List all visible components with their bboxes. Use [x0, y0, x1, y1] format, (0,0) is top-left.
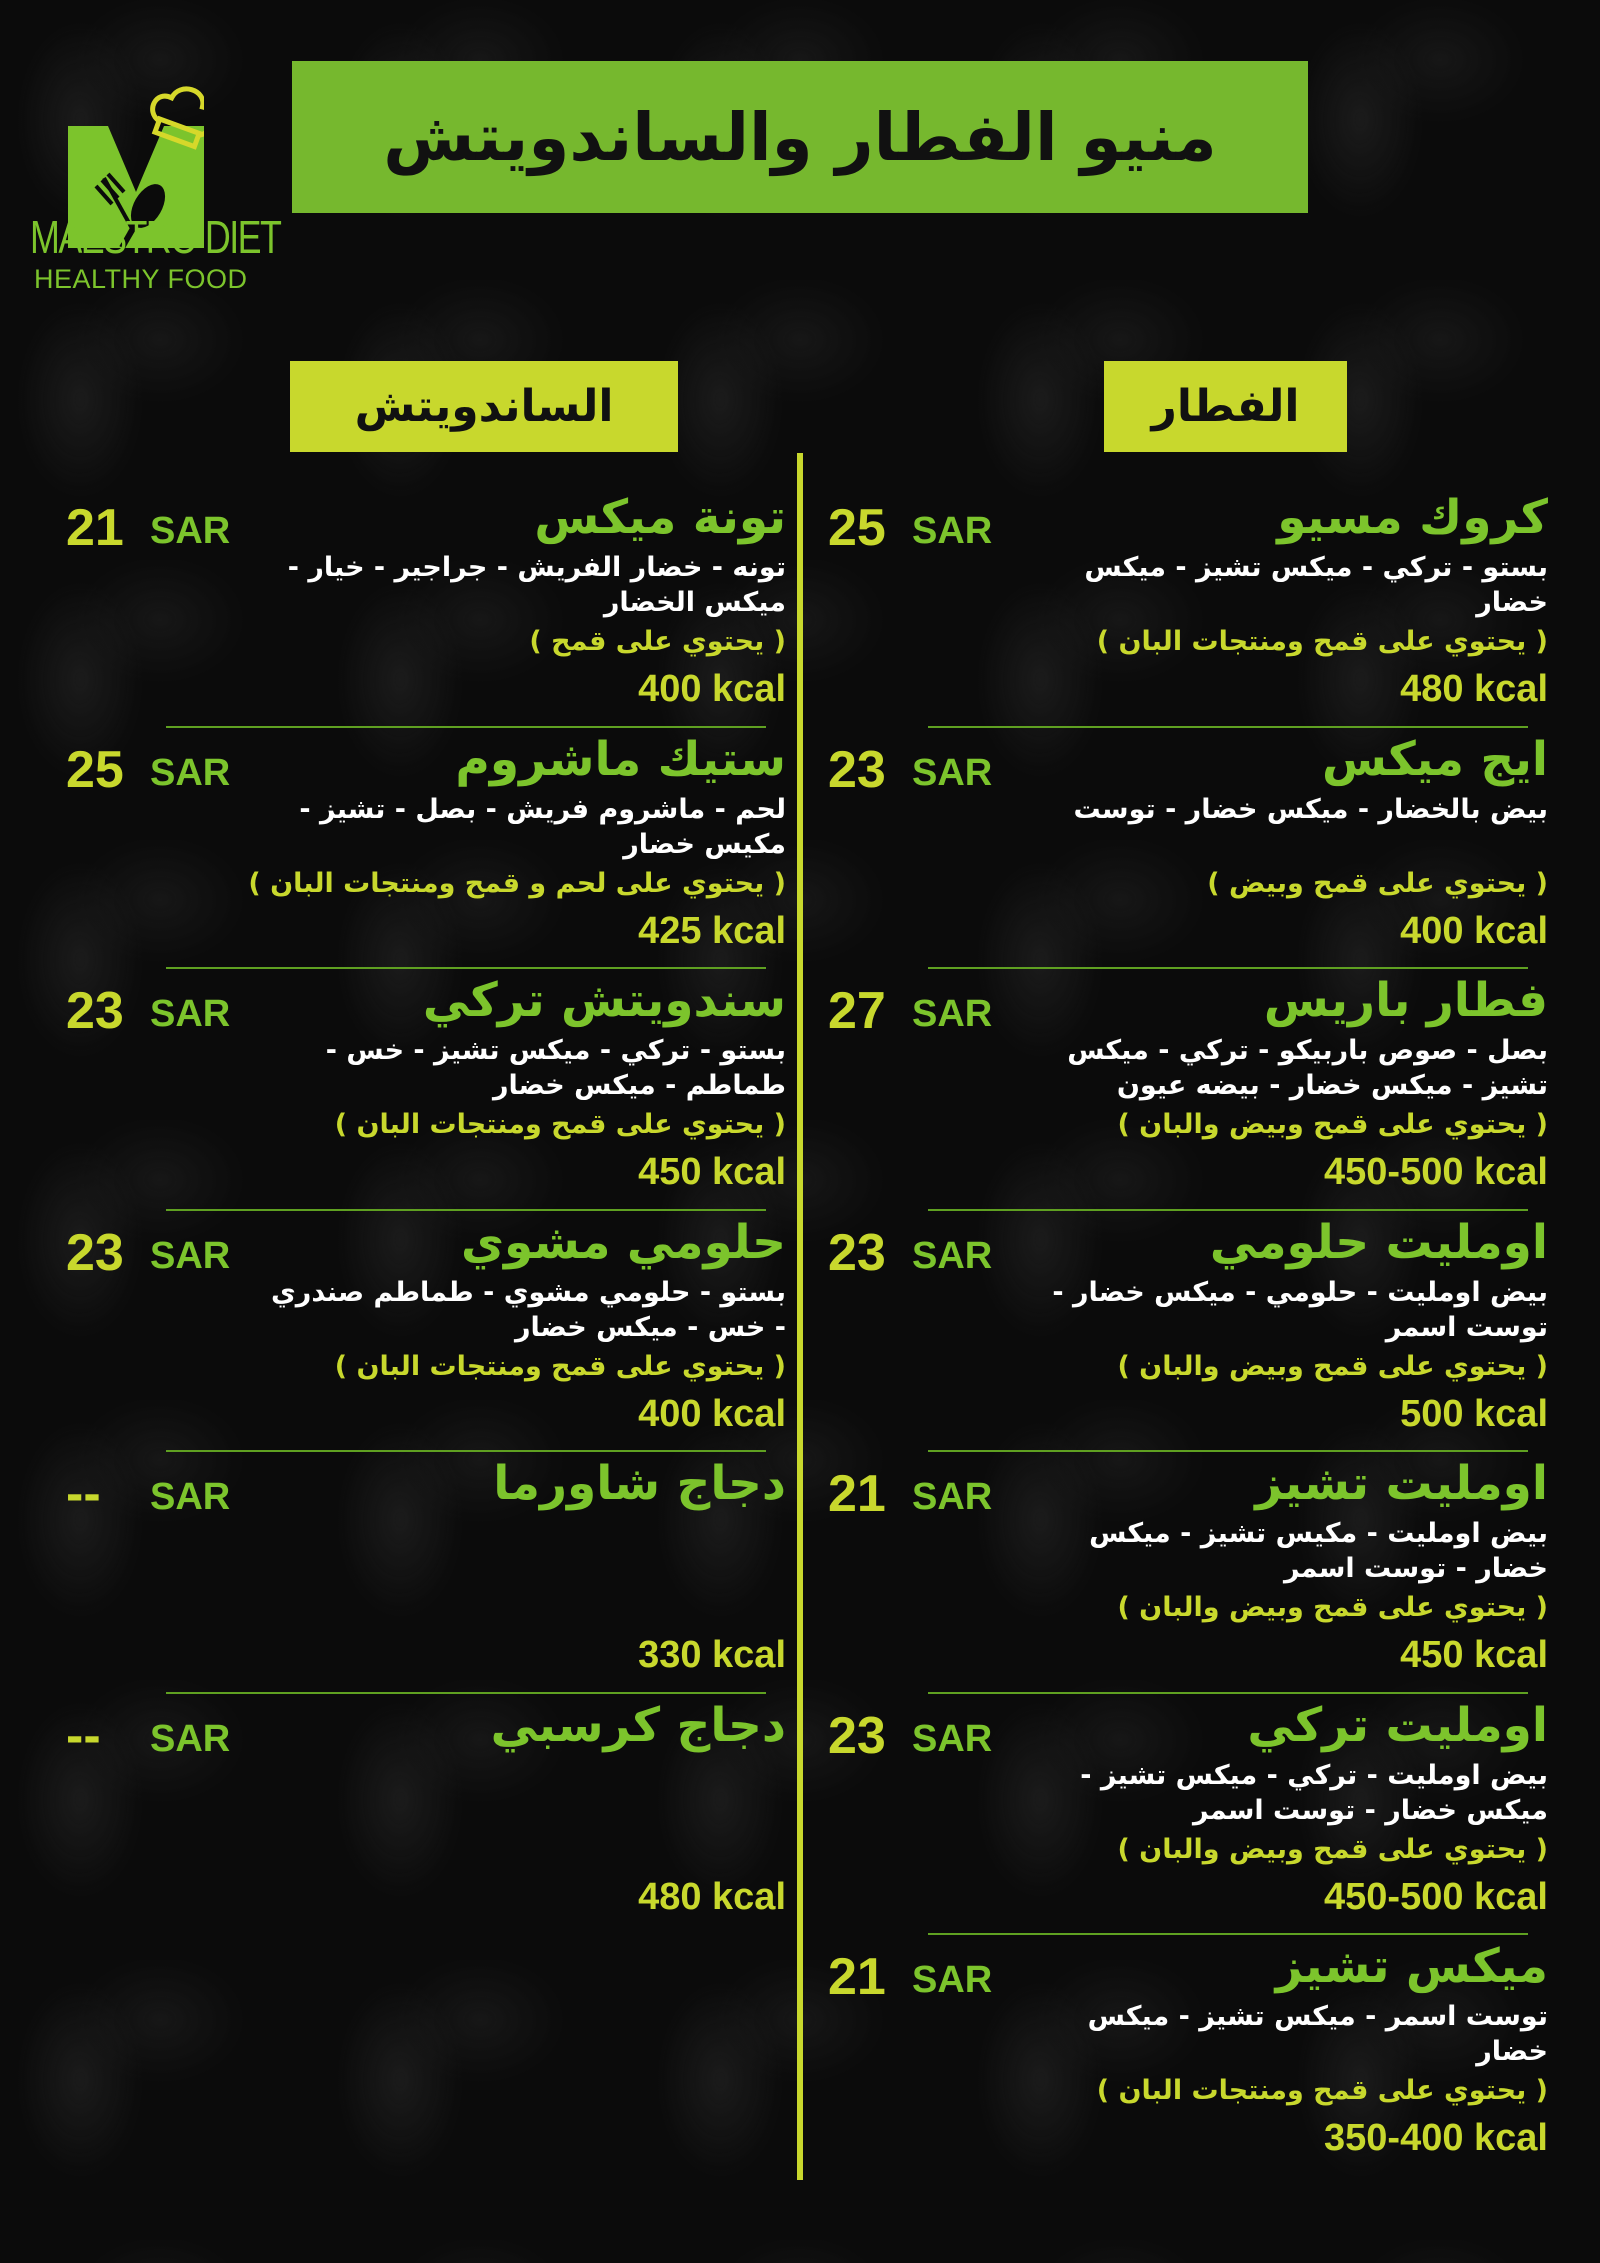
- item-description: بيض اومليت - مكيس تشيز - ميكس خضار - توست اسمر: [1089, 1518, 1548, 1584]
- section-header-sandwiches: [290, 361, 678, 452]
- item-calories: 400 kcal: [638, 1392, 786, 1435]
- item-price: 21: [828, 1948, 886, 2006]
- item-description: بيض بالخضار - ميكس خضار - توست: [1073, 793, 1548, 825]
- item-calories: 500 kcal: [1400, 1392, 1548, 1435]
- item-description: تونه - خضار الفريش - جراجير - خيار - ميكس الخضار: [287, 552, 786, 618]
- sandwiches-column: [66, 484, 786, 1933]
- item-allergens: ( يحتوي على لحم و قمح ومنتجات البان ): [248, 867, 786, 899]
- item-allergens: ( يحتوي على قمح وبيض والبان ): [1117, 1350, 1548, 1382]
- item-description: بستو - تركي - ميكس تشيز - ميكس خضار: [1084, 552, 1548, 618]
- item-name: ميكس تشيز: [1275, 1939, 1548, 1994]
- item-name: اومليت حلومي: [1209, 1214, 1548, 1270]
- menu-item: [828, 726, 1548, 968]
- item-currency: SAR: [150, 1717, 231, 1760]
- item-name: اومليت تركي: [1247, 1697, 1548, 1753]
- item-price: 21: [66, 499, 124, 557]
- item-currency: SAR: [912, 1476, 993, 1518]
- item-calories: 450 kcal: [638, 1151, 786, 1193]
- item-currency: SAR: [912, 510, 993, 552]
- item-name: حلومي مشوي: [460, 1214, 786, 1270]
- item-allergens: ( يحتوي على قمح ومنتجات البان ): [1096, 2075, 1548, 2106]
- item-name: ايج ميكس: [1321, 731, 1548, 787]
- menu-item: [66, 967, 786, 1209]
- item-price: 25: [828, 499, 886, 557]
- menu-item: [828, 1692, 1548, 1934]
- item-name: دجاج كرسبي: [490, 1697, 786, 1753]
- item-calories: 480 kcal: [638, 1875, 786, 1918]
- item-price: 23: [66, 982, 124, 1040]
- logo: [30, 40, 281, 310]
- menu-item: [66, 726, 786, 968]
- item-calories: 425 kcal: [638, 909, 786, 952]
- item-calories: 450-500 kcal: [1324, 1875, 1548, 1918]
- column-divider: [797, 453, 803, 2180]
- item-currency: SAR: [150, 1234, 231, 1277]
- item-description: بصل - صوص باربيكو - تركي - ميكس تشيز - ميكس خضار - بيضه عيون: [1067, 1035, 1548, 1101]
- item-allergens: ( يحتوي على قمح ومنتجات البان ): [334, 1350, 786, 1382]
- item-name: سندويتش تركي: [422, 973, 786, 1028]
- item-price: --: [66, 1465, 101, 1523]
- menu-item: [828, 1450, 1548, 1692]
- item-description: بيض اومليت - تركي - ميكس تشيز - ميكس خضار - توست اسمر: [1080, 1759, 1548, 1826]
- item-allergens: ( يحتوي على قمح ومنتجات البان ): [1096, 626, 1548, 657]
- item-currency: SAR: [912, 993, 993, 1035]
- item-price: 23: [828, 1706, 886, 1765]
- item-description: بيض اومليت - حلومي - ميكس خضار - توست اسمر: [1052, 1276, 1548, 1343]
- item-calories: 480 kcal: [1400, 668, 1548, 710]
- section-header-breakfast: [1104, 361, 1347, 452]
- item-description: بستو - تركي - ميكس تشيز - خس - طماطم - ميكس خضار: [325, 1035, 786, 1101]
- item-description: توست اسمر - ميكس تشيز - ميكس خضار: [1087, 2001, 1548, 2067]
- item-description: بستو - حلومي مشوي - طماطم صندري - خس - ميكس خضار: [271, 1276, 786, 1343]
- item-currency: SAR: [912, 751, 993, 794]
- item-calories: 330 kcal: [638, 1634, 786, 1676]
- item-name: دجاج شاورما: [493, 1456, 786, 1511]
- item-calories: 450-500 kcal: [1324, 1151, 1548, 1193]
- menu-title-banner: [292, 61, 1308, 213]
- menu-item: [66, 484, 786, 726]
- menu-item: [828, 1933, 1548, 2175]
- item-allergens: ( يحتوي على قمح ومنتجات البان ): [334, 1109, 786, 1140]
- menu-item: [828, 484, 1548, 726]
- item-allergens: ( يحتوي على قمح وبيض والبان ): [1117, 1592, 1548, 1623]
- menu-item: [66, 1209, 786, 1451]
- item-price: --: [66, 1706, 101, 1765]
- item-name: اومليت تشيز: [1255, 1456, 1548, 1511]
- item-allergens: ( يحتوي على قمح وبيض ): [1207, 867, 1548, 899]
- menu-item: [828, 967, 1548, 1209]
- menu-item: [66, 1450, 786, 1692]
- item-calories: 450 kcal: [1400, 1634, 1548, 1676]
- item-name: فطار باريس: [1263, 973, 1548, 1028]
- item-price: 23: [66, 1223, 124, 1282]
- item-calories: 400 kcal: [1400, 909, 1548, 952]
- item-currency: SAR: [150, 1476, 231, 1518]
- item-allergens: ( يحتوي على قمح وبيض والبان ): [1117, 1109, 1548, 1140]
- menu-item: [828, 1209, 1548, 1451]
- brand-tagline: HEALTHY FOOD: [34, 264, 248, 294]
- item-currency: SAR: [912, 1959, 993, 2001]
- item-price: 23: [828, 740, 886, 799]
- item-name: ستيك ماشروم: [455, 731, 786, 787]
- item-currency: SAR: [912, 1717, 993, 1760]
- item-currency: SAR: [150, 510, 231, 552]
- item-allergens: ( يحتوي على قمح ): [529, 626, 786, 657]
- item-calories: 400 kcal: [638, 668, 786, 710]
- item-price: 23: [828, 1223, 886, 1282]
- item-price: 27: [828, 982, 886, 1040]
- brand-name: MAESTRO DIET: [30, 211, 281, 263]
- item-name: كروك مسيو: [1277, 490, 1548, 545]
- item-description: لحم - ماشروم فريش - بصل - تشيز - مكيس خضار: [299, 793, 786, 860]
- item-calories: 350-400 kcal: [1324, 2117, 1548, 2159]
- item-currency: SAR: [150, 993, 231, 1035]
- item-currency: SAR: [912, 1234, 993, 1277]
- item-allergens: ( يحتوي على قمح وبيض والبان ): [1117, 1833, 1548, 1865]
- item-price: 21: [828, 1465, 886, 1523]
- item-name: تونة ميكس: [534, 490, 786, 545]
- section-label-breakfast: الفطار: [1151, 381, 1300, 432]
- item-price: 25: [66, 740, 124, 799]
- menu-title: منيو الفطار والساندويتش: [383, 98, 1217, 176]
- breakfast-column: [828, 484, 1548, 2175]
- menu-item: [66, 1692, 786, 1934]
- item-currency: SAR: [150, 751, 231, 794]
- section-label-sandwiches: الساندويتش: [354, 381, 614, 432]
